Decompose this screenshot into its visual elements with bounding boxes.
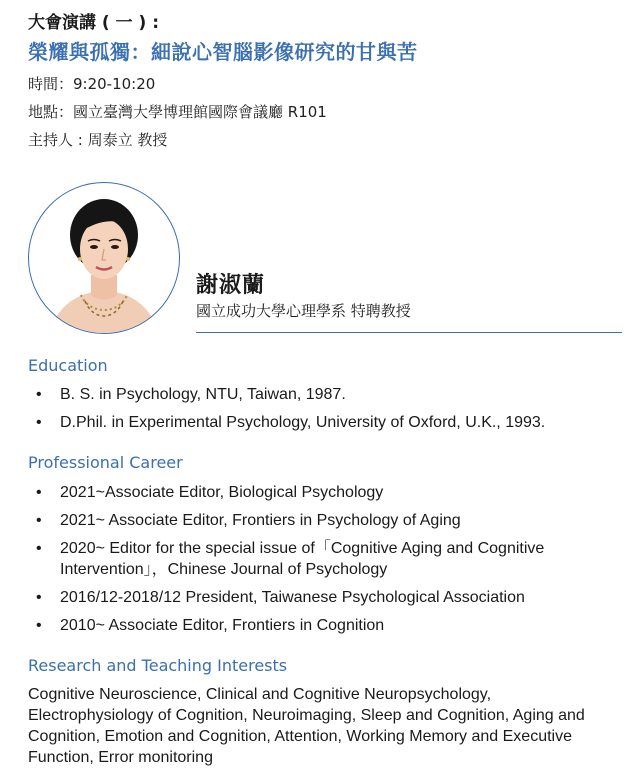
career-item-text: 2021~ Associate Editor, Frontiers in Psychology of Aging [60,512,461,529]
talk-location: 地點：國立臺灣大學博理館國際會議廳 R101 [28,103,327,121]
interests-heading: Research and Teaching Interests [28,656,288,675]
bullet-icon: • [36,484,42,501]
career-item-text: 2020~ Editor for the special issue of「Cognitive Aging and Cognitive Intervention」，Chinese Journal of Psychology [60,540,545,578]
career-item-text: 2016/12-2018/12 President, Taiwanese Psychological Association [60,589,525,606]
education-item [36,412,616,433]
talk-host: 主持人 : 周泰立 教授 [28,131,168,149]
bullet-icon: • [36,589,42,606]
speaker-affiliation: 國立成功大學心理學系 特聘教授 [196,302,411,320]
career-item [36,510,616,531]
bullet-icon: • [36,617,42,634]
speaker-portrait [28,182,180,334]
education-item-text: B. S. in Psychology, NTU, Taiwan, 1987. [60,386,346,403]
education-item [36,384,616,405]
talk-title: 榮耀與孤獨：細說心智腦影像研究的甘與苦 [28,40,418,64]
career-item-text: 2021~Associate Editor, Biological Psychology [60,484,384,501]
bullet-icon: • [36,414,42,431]
career-item [36,538,616,580]
speaker-name: 謝淑蘭 [196,272,266,298]
speaker-portrait-icon [29,183,179,333]
career-item-text: 2010~ Associate Editor, Frontiers in Cognition [60,617,385,634]
bullet-icon: • [36,512,42,529]
education-heading: Education [28,356,108,375]
bullet-icon: • [36,386,42,403]
interests-text: Cognitive Neuroscience, Clinical and Cognitive Neuropsychology, Electrophysiology of Cognition, Neuroimaging, Sleep and Cognition, Aging and Cognition, Emotion and Cognition, Attention, Working Memory and Executive Function, Error monitoring [28,686,585,766]
bullet-icon: • [36,540,42,557]
session-label: 大會演講 ( 一 ) : [28,13,160,33]
career-item [36,587,616,608]
career-heading: Professional Career [28,453,183,472]
name-divider [196,332,622,333]
education-item-text: D.Phil. in Experimental Psychology, University of Oxford, U.K., 1993. [60,414,546,431]
talk-time: 時間：9:20-10:20 [28,75,156,93]
career-item [36,482,616,503]
career-item [36,615,616,636]
